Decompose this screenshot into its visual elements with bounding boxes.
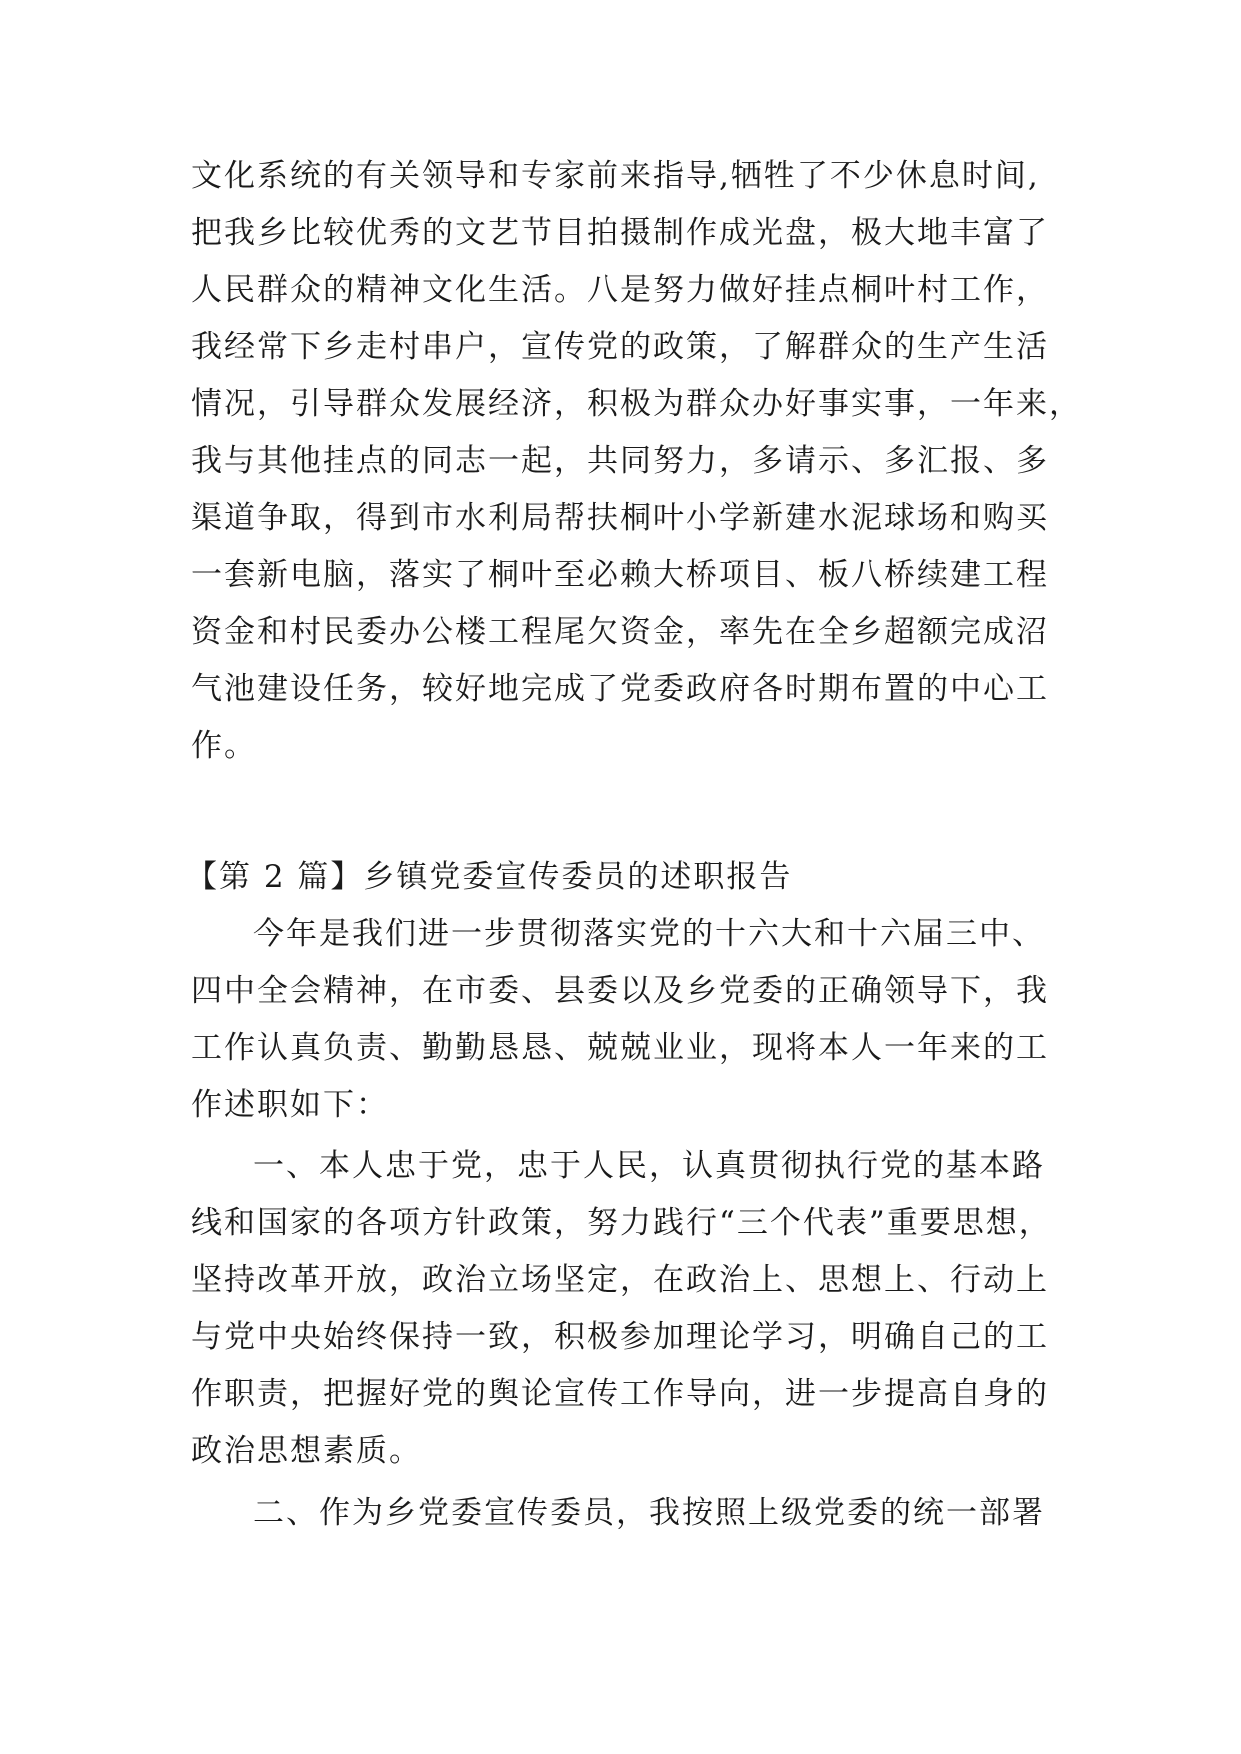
text-line: 工作认真负责、勤勤恳恳、兢兢业业，现将本人一年来的工 — [191, 1030, 1049, 1066]
text-line: 四中全会精神，在市委、县委以及乡党委的正确领导下，我 — [191, 973, 1049, 1009]
text-line: 人民群众的精神文化生活。八是努力做好挂点桐叶村工作， — [191, 272, 1049, 308]
text-line: 今年是我们进一步贯彻落实党的十六大和十六届三中、 — [253, 916, 1045, 952]
text-line: 二、作为乡党委宣传委员，我按照上级党委的统一部署 — [253, 1495, 1045, 1531]
text-line: 一、本人忠于党，忠于人民，认真贯彻执行党的基本路 — [253, 1148, 1045, 1184]
text-line: 把我乡比较优秀的文艺节目拍摄制作成光盘，极大地丰富了 — [191, 215, 1049, 251]
text-line: 坚持改革开放，政治立场坚定，在政治上、思想上、行动上 — [191, 1262, 1049, 1298]
text-line: 情况，引导群众发展经济，积极为群众办好事实事，一年来， — [191, 386, 1082, 422]
text-line: 政治思想素质。 — [191, 1433, 422, 1469]
text-line: 资金和村民委办公楼工程尾欠资金，率先在全乡超额完成沼 — [191, 614, 1049, 650]
text-line: 作职责，把握好党的舆论宣传工作导向，进一步提高自身的 — [191, 1376, 1049, 1412]
text-line: 一套新电脑，落实了桐叶至必赖大桥项目、板八桥续建工程 — [191, 557, 1049, 593]
text-line: 气池建设任务，较好地完成了党委政府各时期布置的中心工 — [191, 671, 1049, 707]
text-line: 我经常下乡走村串户，宣传党的政策，了解群众的生产生活 — [191, 329, 1049, 365]
text-line: 文化系统的有关领导和专家前来指导,牺牲了不少休息时间, — [191, 158, 1040, 194]
text-line: 与党中央始终保持一致，积极参加理论学习，明确自己的工 — [191, 1319, 1049, 1355]
text-line: 渠道争取，得到市水利局帮扶桐叶小学新建水泥球场和购买 — [191, 500, 1049, 536]
text-line: 线和国家的各项方针政策，努力践行“三个代表”重要思想， — [191, 1205, 1052, 1241]
text-line: 我与其他挂点的同志一起，共同努力，多请示、多汇报、多 — [191, 443, 1049, 479]
section-heading: 【第 2 篇】乡镇党委宣传委员的述职报告 — [186, 859, 793, 895]
text-line: 作。 — [191, 728, 257, 764]
text-line: 作述职如下： — [191, 1087, 389, 1123]
